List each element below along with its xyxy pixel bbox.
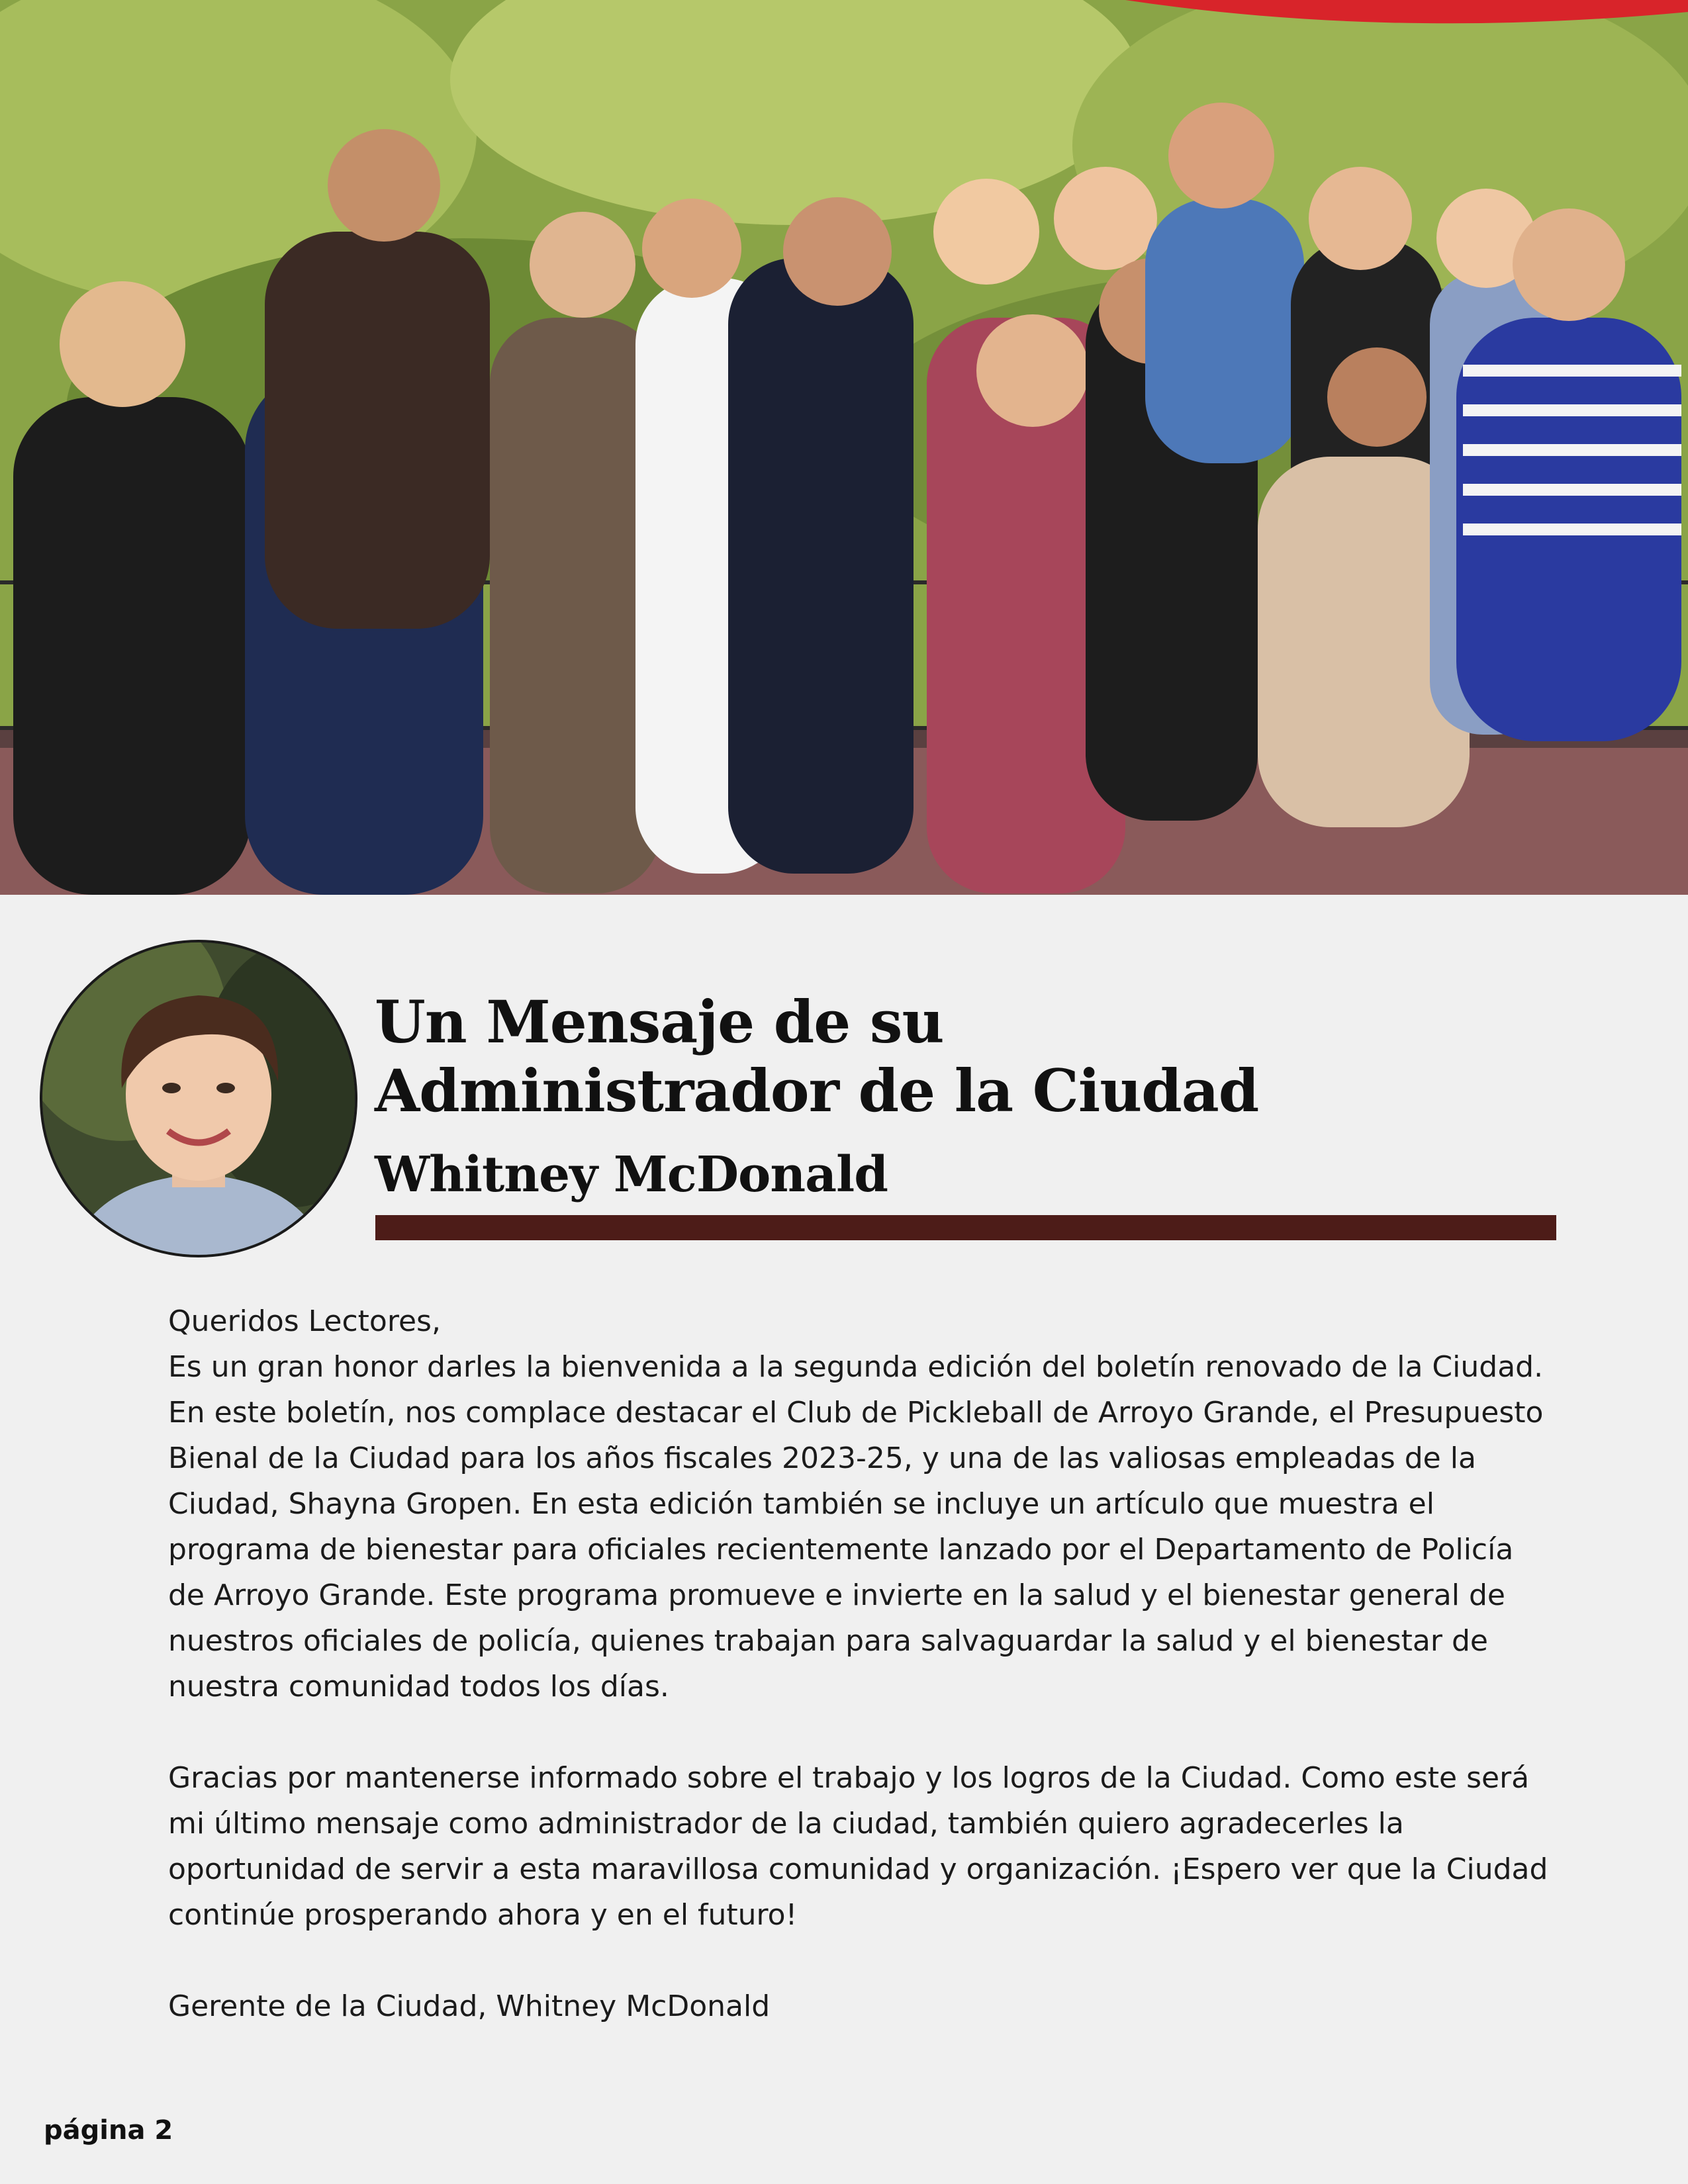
portrait-illustration <box>42 942 355 1255</box>
article-title <box>375 987 1566 1125</box>
author-byline: Whitney McDonald <box>375 1146 888 1203</box>
letter-paragraph-2: Gracias por mantenerse informado sobre el trabajo y los logros de la Ciudad. Como este será mi último mensaje como administrador de la ciudad, también quiero agradecerles la oportunidad de servir a esta maravillosa comunidad y organización. ¡Espero ver que la Ciudad continúe prosperando ahora y en el futuro! <box>168 1761 1548 1932</box>
hero-group-photo <box>0 0 1688 895</box>
group-photo-illustration <box>0 0 1688 895</box>
letter-signature: Gerente de la Ciudad, Whitney McDonald <box>168 1989 771 2023</box>
paragraph-spacer <box>168 1709 1552 1755</box>
author-portrait <box>40 940 357 1257</box>
paragraph-spacer <box>168 1938 1552 1983</box>
article-title-line-2: Administrador de la Ciudad <box>375 1056 1259 1125</box>
letter-body <box>168 1298 1552 2029</box>
letter-salutation: Queridos Lectores, <box>168 1304 441 1338</box>
article-title-line-1: Un Mensaje de su <box>375 987 944 1056</box>
letter-paragraph-1: Es un gran honor darles la bienvenida a la segunda edición del boletín renovado de la Ciudad. En este boletín, nos complace destacar el Club de Pickleball de Arroyo Grande, el Presupuesto Bienal de la Ciudad para los años fiscales 2023-25, y una de las valiosas empleadas de la Ciudad, Shayna Gropen. En esta edición también se incluye un artículo que muestra el programa de bienestar para oficiales recientemente lanzado por el Departamento de Policía de Arroyo Grande. Este programa promueve e invierte en la salud y el bienestar general de nuestros oficiales de policía, quienes trabajan para salvaguardar la salud y el bienestar de nuestra comunidad todos los días. <box>168 1350 1544 1704</box>
page-number: página 2 <box>44 2115 173 2146</box>
title-divider <box>375 1215 1556 1240</box>
